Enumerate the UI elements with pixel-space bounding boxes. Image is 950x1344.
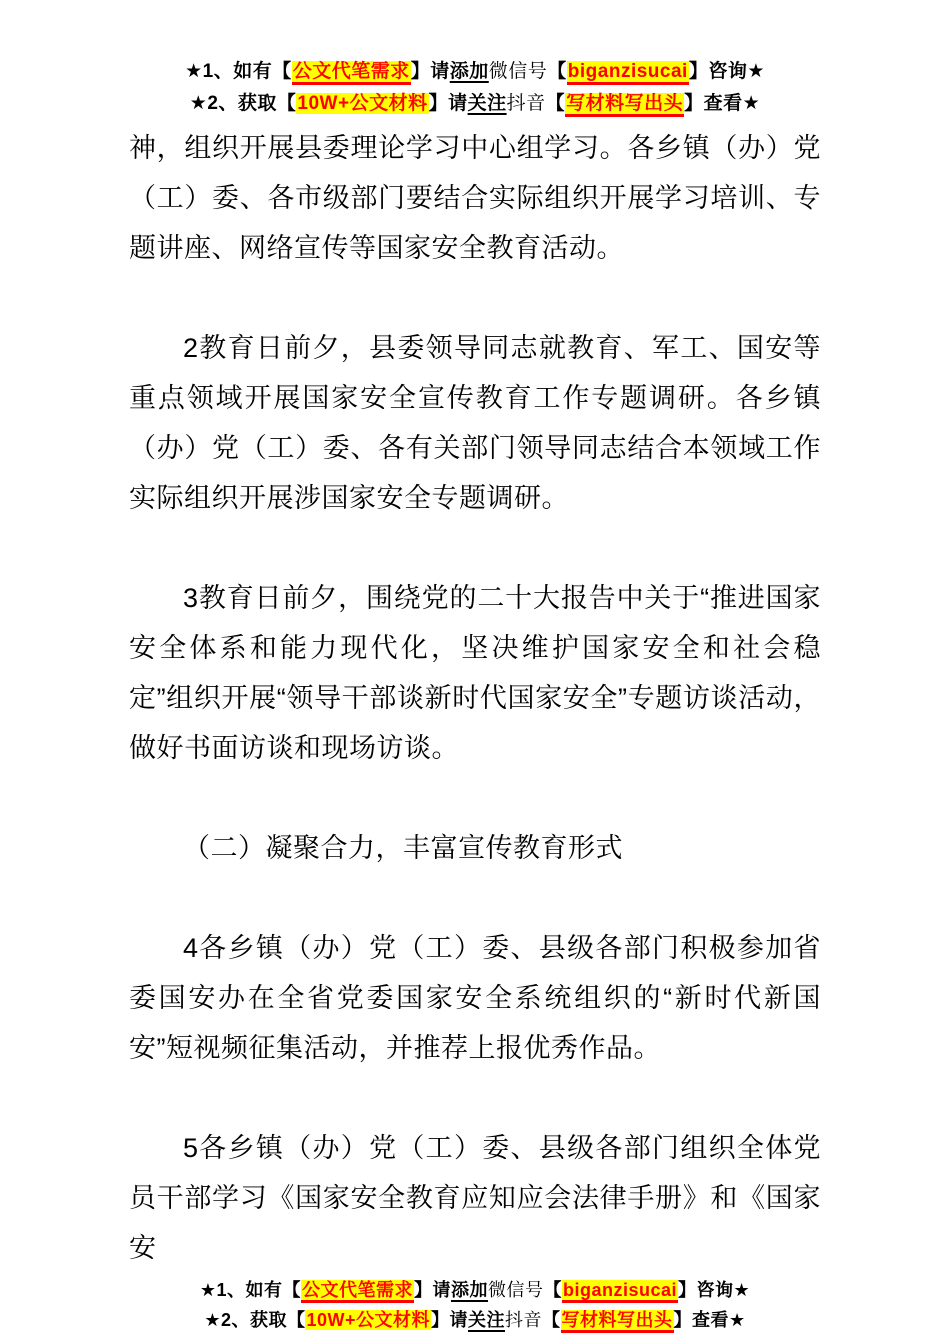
promo-text: 】请: [410, 61, 450, 82]
promo-text: 抖音: [505, 1310, 543, 1330]
paragraph-item-3: 3教育日前夕，围绕党的二十大报告中关于“推进国家安全体系和能力现代化，坚决维护国家安全和社会稳定”组织开展“领导干部谈新时代国家安全”专题访谈活动，做好书面访谈和现场访谈。: [129, 583, 821, 763]
promo-highlight-service: 公文代笔需求: [301, 1280, 414, 1303]
promo-text: 】请: [413, 1280, 451, 1300]
promo-highlight-wechat-id: biganzisucai: [562, 1280, 678, 1303]
paragraph-continuation: 神，组织开展县委理论学习中心组学习。各乡镇（办）党（工）委、各市级部门要结合实际组织开展学习培训、专题讲座、网络宣传等国家安全教育活动。: [129, 133, 821, 263]
promo-footer-line-2: [0, 1305, 950, 1335]
promo-footer: [0, 1275, 950, 1335]
promo-footer-line-1: [0, 1275, 950, 1305]
promo-text: ★2、获取【: [204, 1310, 306, 1330]
promo-header-line-2: [0, 88, 950, 120]
paragraph-item-2: 2教育日前夕，县委领导同志就教育、军工、国安等重点领域开展国家安全宣传教育工作专题调研。各乡镇（办）党（工）委、各有关部门领导同志结合本领域工作实际组织开展涉国家安全专题调研。: [129, 333, 821, 513]
section-heading: （二）凝聚合力，丰富宣传教育形式: [183, 833, 623, 863]
promo-text: 】查看★: [684, 93, 761, 114]
promo-text: ★1、如有【: [199, 1280, 301, 1300]
paragraph-item-5: 5各乡镇（办）党（工）委、县级各部门组织全体党员干部学习《国家安全教育应知应会法律手册》和《国家安: [129, 1133, 821, 1263]
promo-text: 微信号: [488, 61, 548, 82]
promo-header-line-1: [0, 56, 950, 88]
document-body: [129, 123, 821, 1273]
promo-underline-add: 添加: [449, 61, 489, 82]
promo-highlight-materials: 10W+公文材料: [306, 1310, 431, 1330]
promo-text: 【: [545, 93, 566, 114]
paragraph-item-4: 4各乡镇（办）党（工）委、县级各部门积极参加省委国安办在全省党委国家安全系统组织的“新时代新国安”短视频征集活动，并推荐上报优秀作品。: [129, 933, 821, 1063]
promo-header: [0, 56, 950, 120]
promo-text: 】查看★: [673, 1310, 746, 1330]
promo-underline-follow: 关注: [467, 93, 507, 114]
promo-text: 【: [547, 61, 567, 82]
promo-text: ★2、获取【: [189, 93, 297, 114]
promo-text: 【: [542, 1310, 561, 1330]
promo-text: 】咨询★: [688, 61, 765, 82]
promo-text: 微信号: [487, 1280, 544, 1300]
promo-highlight-douyin-id: 写材料写出头: [561, 1310, 674, 1333]
promo-underline-add: 添加: [450, 1280, 488, 1300]
promo-text: 】咨询★: [678, 1280, 751, 1300]
promo-text: 】请: [431, 1310, 469, 1330]
promo-highlight-wechat-id: biganzisucai: [567, 61, 689, 85]
promo-text: 【: [543, 1280, 562, 1300]
promo-highlight-service: 公文代笔需求: [292, 61, 411, 85]
promo-text: 抖音: [506, 93, 546, 114]
promo-underline-follow: 关注: [468, 1310, 506, 1330]
promo-highlight-materials: 10W+公文材料: [297, 93, 428, 114]
promo-text: 】请: [428, 93, 468, 114]
promo-highlight-douyin-id: 写材料写出头: [565, 93, 684, 117]
promo-text: ★1、如有【: [185, 61, 292, 82]
